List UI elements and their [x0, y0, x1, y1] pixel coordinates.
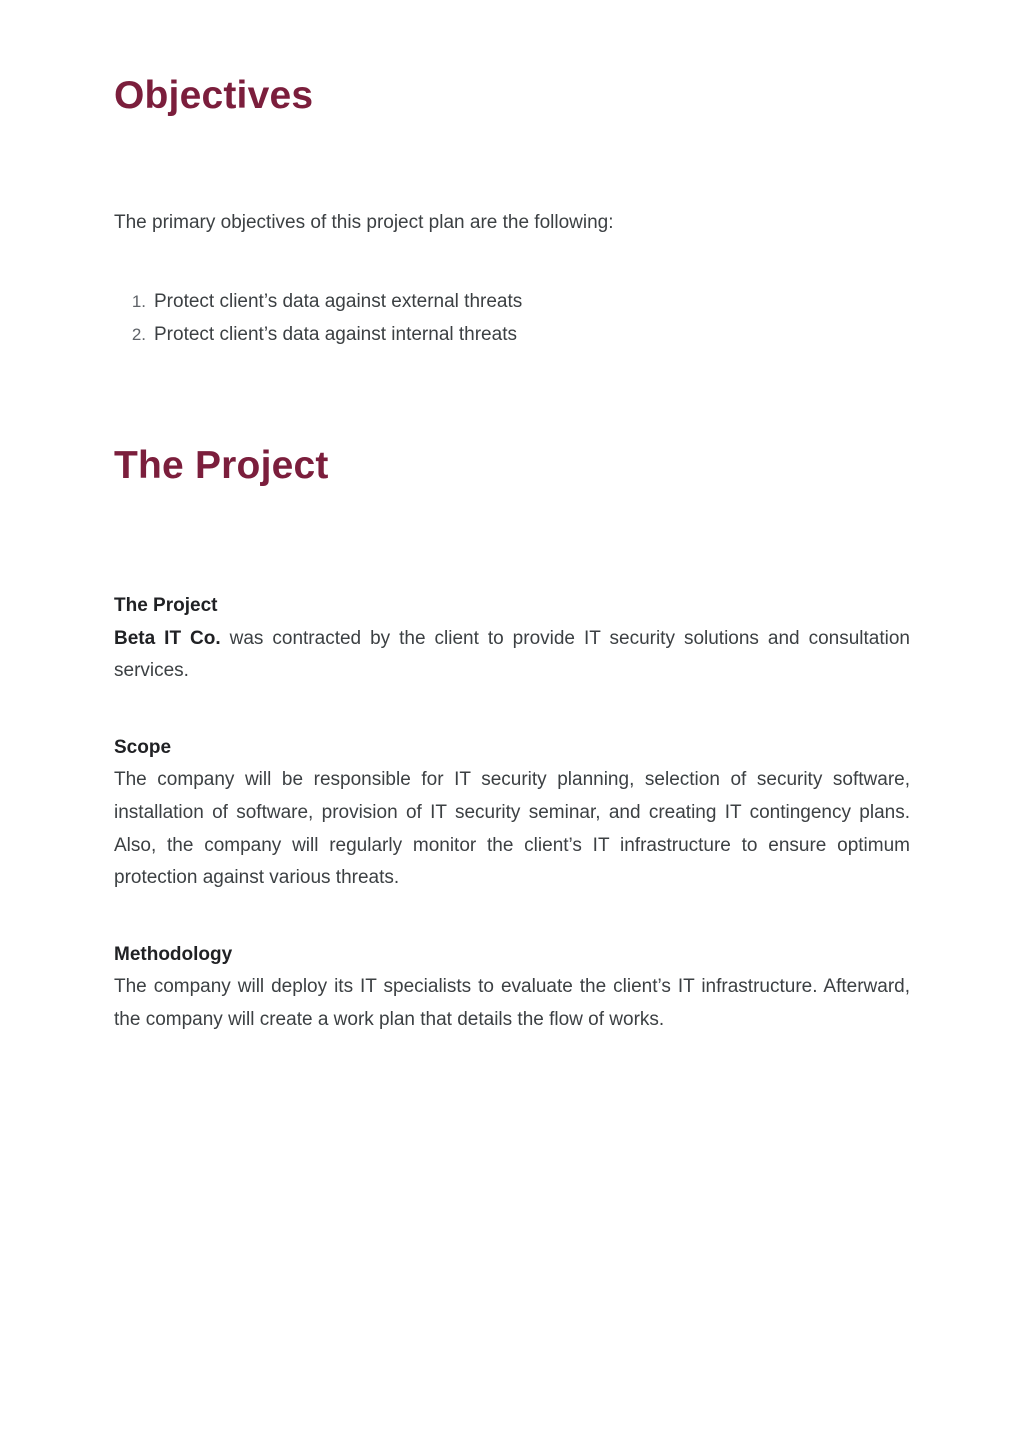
list-item-text: Protect client’s data against external threats: [154, 291, 523, 313]
subsection-body: [114, 623, 910, 688]
list-item-number: 1.: [131, 292, 146, 312]
list-item-number: 2.: [131, 325, 146, 345]
list-item: [124, 285, 910, 318]
subsection-methodology: [114, 939, 910, 1037]
objectives-heading: Objectives: [114, 74, 314, 117]
subsection-body: The company will be responsible for IT security planning, selection of security software, installation of software, provision of IT security seminar, and creating IT contingency plans. Also, the company will regularly monitor the client’s IT infrastructure to ensure optimum protection against various threats.: [114, 769, 910, 889]
list-item: [124, 318, 910, 351]
company-name-bold: Beta IT Co.: [114, 627, 221, 649]
subsection-body-text: was contracted by the client to provide IT security solutions and consultation services.: [114, 627, 910, 682]
subsection-heading: Methodology: [114, 944, 233, 966]
project-heading: The Project: [114, 443, 329, 487]
subsection-heading: Scope: [114, 737, 172, 759]
subsection-heading: The Project: [114, 595, 218, 617]
objectives-intro: The primary objectives of this project plan are the following:: [114, 211, 614, 233]
subsection-body: The company will deploy its IT specialists to evaluate the client’s IT infrastructure. Afterward, the company will create a work plan that details the flow of works.: [114, 976, 910, 1031]
objectives-list: [124, 285, 910, 352]
subsection-the-project: [114, 590, 910, 688]
subsection-scope: [114, 732, 910, 895]
list-item-text: Protect client’s data against internal threats: [154, 324, 517, 346]
